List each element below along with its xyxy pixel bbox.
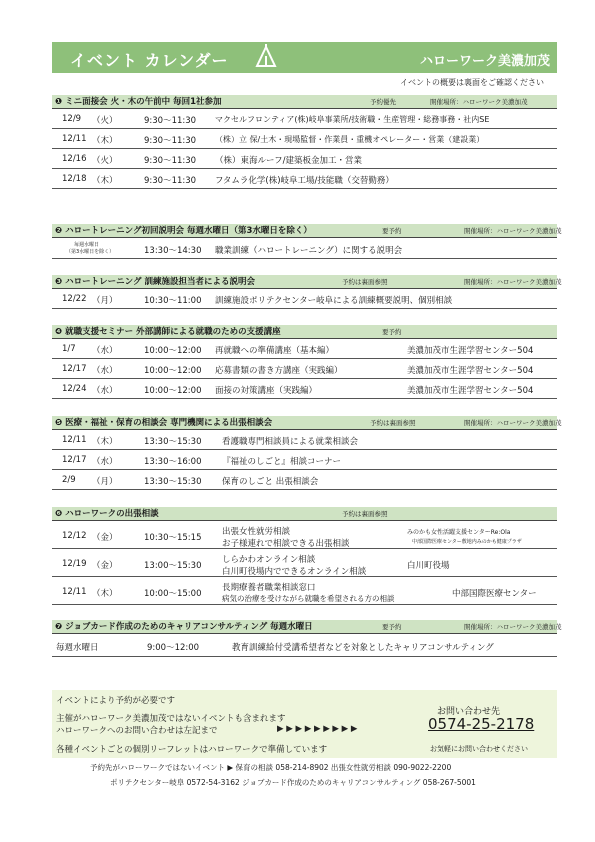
table-row: 12/17 （水） 13:30～16:00 『福祉のしごと』相談コーナー — [52, 451, 557, 470]
footer-line: イベントにより予約が必要です — [56, 696, 176, 706]
section-flag: 要予約 — [382, 328, 402, 336]
section-title: ❸ ハロートレーニング 訓練施設担当者による説明会 — [55, 277, 255, 287]
footer-line: ハローワークへのお問い合わせは左記まで — [56, 726, 218, 736]
section-header-7 — [52, 620, 562, 634]
section-flag: 要予約 — [382, 623, 402, 631]
section-header-6 — [52, 507, 557, 521]
table-row: 2/9 （月） 13:30～15:30 保育のしごと 出張相談会 — [52, 471, 557, 490]
section-header-2 — [52, 224, 562, 238]
table-row: 12/11 （木） 9:30～11:30 （株）立 保/土木・現場監督・作業員・重機オペレーター・営業（建設業） — [52, 130, 557, 149]
page-title: イベント カレンダー — [70, 51, 229, 70]
table-row: 12/11 （木） 13:30～15:30 看護職専門相談員による就業相談会 — [52, 431, 557, 450]
table-row: 毎週水曜日 （第3水曜日を除く） 13:30～14:30 職業訓練（ハロートレーニング）に関する説明会 — [52, 239, 557, 259]
section-venue: 開催場所：ハローワーク美濃加茂 — [430, 98, 528, 106]
section-header-5 — [52, 416, 562, 430]
footer-line: 主催がハローワーク美濃加茂ではないイベントも含まれます — [56, 714, 286, 724]
section-venue: 開催場所：ハローワーク美濃加茂 — [464, 227, 562, 235]
section-header-3 — [52, 275, 562, 289]
section-title: ❻ ハローワークの出張相談 — [55, 509, 159, 519]
contact-note: お気軽にお問い合わせください — [430, 745, 528, 753]
section-venue: 開催場所：ハローワーク美濃加茂 — [464, 419, 562, 427]
footer-extra-1: 予約先がハローワークではないイベント ▶ 保育の相談 058-214-8902 出張女性就労相談 090-9022-2200 — [90, 763, 452, 772]
table-row: 12/12 （金） 10:30～15:15 出張女性就労相談 お子様連れで相談できる出張相談 みのかも女性活躍支援センターRe:Ola 中部国際医療センター敷地内みのかも健康プラザ — [52, 522, 557, 549]
table-row: 12/24 （水） 10:00～12:00 面接の対策講座（実践編） 美濃加茂市生涯学習センター504 — [52, 380, 557, 399]
table-row: 12/19 （金） 13:00～15:30 しらかわオンライン相談 白川町役場内でできるオンライン相談 白川町役場 — [52, 550, 557, 577]
section-header-1 — [52, 95, 557, 109]
table-row: 12/11 （木） 10:00～15:00 長期療養者職業相談窓口 病気の治療を受けながら就職を希望される方の相談 中部国際医療センター — [52, 578, 557, 605]
table-row: 12/9 （火） 9:30～11:30 マクセルフロンティア(株)岐阜事業所/技術職・生産管理・総務事務・社内SE — [52, 110, 557, 129]
tent-icon — [255, 44, 277, 70]
section-title: ❷ ハロートレーニング初回説明会 毎週水曜日（第3水曜日を除く） — [55, 226, 312, 236]
section-header-4 — [52, 325, 557, 339]
org-name: ハローワーク美濃加茂 — [420, 54, 551, 69]
contact-label: お問い合わせ先 — [437, 707, 501, 717]
table-row: 毎週水曜日 9:00～12:00 教育訓練給付受講希望者などを対象としたキャリアコンサルティング — [52, 635, 557, 657]
footer-line: 各種イベントごとの個別リーフレットはハローワークで準備しています — [56, 745, 328, 755]
section-flag: 予約は裏面参照 — [342, 278, 388, 286]
table-row: 12/18 （木） 9:30～11:30 フタムラ化学(株)岐阜工場/技能職（交替勤務） — [52, 170, 557, 189]
overview-note: イベントの概要は裏面をご確認ください — [400, 78, 544, 87]
section-title: ❹ 就職支援セミナー 外部講師による就職のための支援講座 — [55, 327, 281, 337]
table-row: 12/17 （水） 10:00～12:00 応募書類の書き方講座（実践編） 美濃加茂市生涯学習センター504 — [52, 360, 557, 379]
section-title: ❼ ジョブカード作成のためのキャリアコンサルティング 毎週水曜日 — [55, 622, 313, 632]
section-title: ❺ 医療・福祉・保育の相談会 専門機関による出張相談会 — [55, 418, 273, 428]
contact-phone: 0574-25-2178 — [428, 715, 535, 733]
arrow-icons: ▶ ▶ ▶ ▶ ▶ ▶ ▶ ▶ ▶ — [277, 724, 358, 734]
section-flag: 予約は裏面参照 — [342, 510, 388, 518]
table-row: 1/7 （水） 10:00～12:00 再就職への準備講座（基本編） 美濃加茂市生涯学習センター504 — [52, 340, 557, 359]
section-flag: 予約は裏面参照 — [370, 419, 416, 427]
section-venue: 開催場所：ハローワーク美濃加茂 — [464, 623, 562, 631]
section-title: ❶ ミニ面接会 火・木の午前中 毎回1社参加 — [55, 97, 222, 107]
section-flag: 予約優先 — [370, 98, 396, 106]
table-row: 12/22 （月） 10:30～11:00 訓練施設ポリテクセンター岐阜による訓練概要説明、個別相談 — [52, 290, 557, 309]
footer-extra-2: ポリテクセンター岐阜 0572-54-3162 ジョブカード作成のためのキャリアコンサルティング 058-267-5001 — [110, 778, 476, 787]
table-row: 12/16 （火） 9:30～11:30 （株）東海ルーフ/建築板金加工・営業 — [52, 150, 557, 169]
section-flag: 要予約 — [382, 227, 402, 235]
section-venue: 開催場所：ハローワーク美濃加茂 — [464, 278, 562, 286]
